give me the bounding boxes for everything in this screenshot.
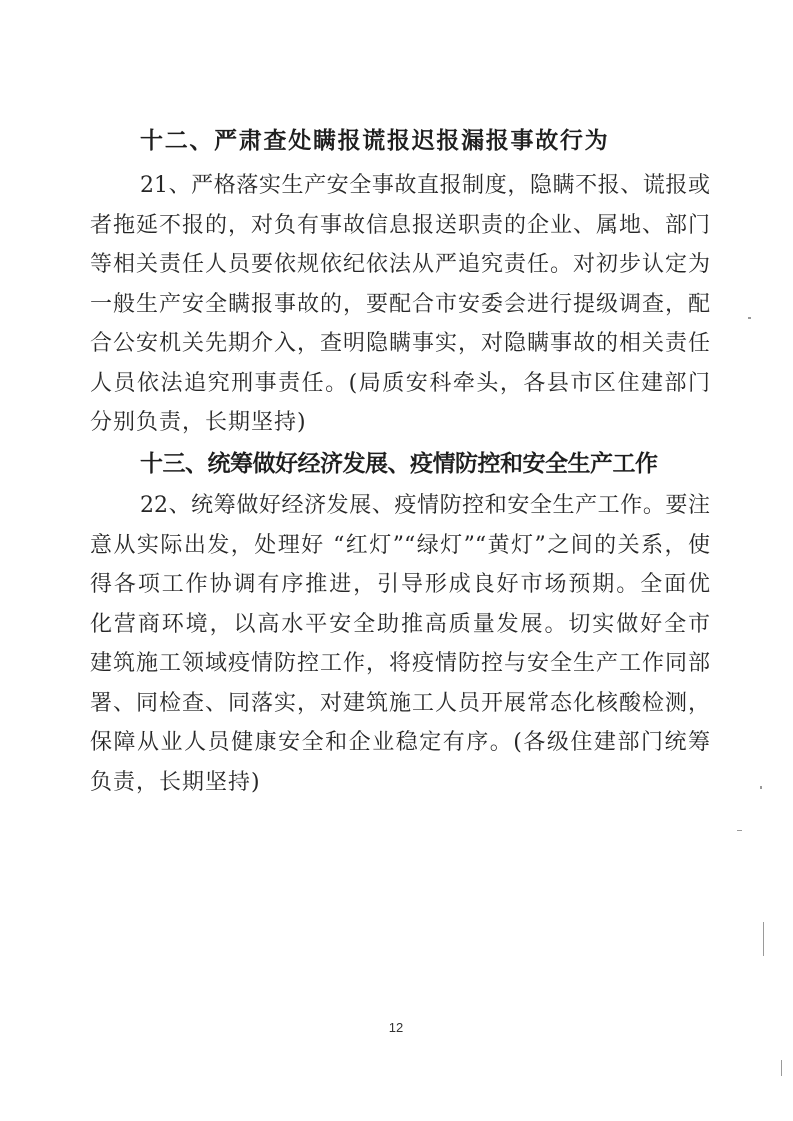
paragraph-line: 保障从业人员健康安全和企业稳定有序。(各级住建部门统筹 — [90, 730, 710, 756]
scan-mark — [748, 317, 751, 319]
paragraph-line: 得各项工作协调有序推进，引导形成良好市场预期。全面优 — [90, 572, 710, 598]
section-heading: 十三、统筹做好经济发展、疫情防控和安全生产工作 — [140, 450, 658, 478]
section-heading: 十二、严肃查处瞒报谎报迟报漏报事故行为 — [140, 127, 610, 154]
scan-mark — [781, 1060, 782, 1076]
scan-mark — [760, 786, 762, 789]
document-body — [90, 121, 710, 802]
paragraph-line: 意从实际出发，处理好 “红灯”“绿灯”“黄灯”之间的关系，使 — [90, 532, 710, 558]
paragraph-line: 22、统筹做好经济发展、疫情防控和安全生产工作。要注 — [140, 493, 710, 519]
paragraph-line: 合公安机关先期介入，查明隐瞒事实，对隐瞒事故的相关责任 — [90, 331, 710, 357]
paragraph-line: 建筑施工领域疫情防控工作，将疫情防控与安全生产工作同部 — [90, 651, 710, 677]
paragraph-line: 署、同检查、同落实，对建筑施工人员开展常态化核酸检测， — [90, 690, 710, 716]
page-number: 12 — [388, 1020, 404, 1035]
paragraph-line: 一般生产安全瞒报事故的，要配合市安委会进行提级调查，配 — [90, 291, 710, 317]
paragraph-line: 21、严格落实生产安全事故直报制度，隐瞒不报、谎报或 — [140, 173, 710, 199]
paragraph-line: 等相关责任人员要依规依纪依法从严追究责任。对初步认定为 — [90, 252, 710, 278]
paragraph-line: 分别负责，长期坚持) — [90, 410, 307, 436]
paragraph-line: 负责，长期坚持) — [90, 769, 261, 795]
scan-mark — [763, 922, 764, 956]
paragraph-line: 人员依法追究刑事责任。(局质安科牵头，各县市区住建部门 — [90, 370, 710, 396]
paragraph-line: 者拖延不报的，对负有事故信息报送职责的企业、属地、部门 — [90, 212, 710, 238]
scan-mark — [737, 830, 742, 831]
paragraph-line: 化营商环境，以高水平安全助推高质量发展。切实做好全市 — [90, 611, 710, 637]
